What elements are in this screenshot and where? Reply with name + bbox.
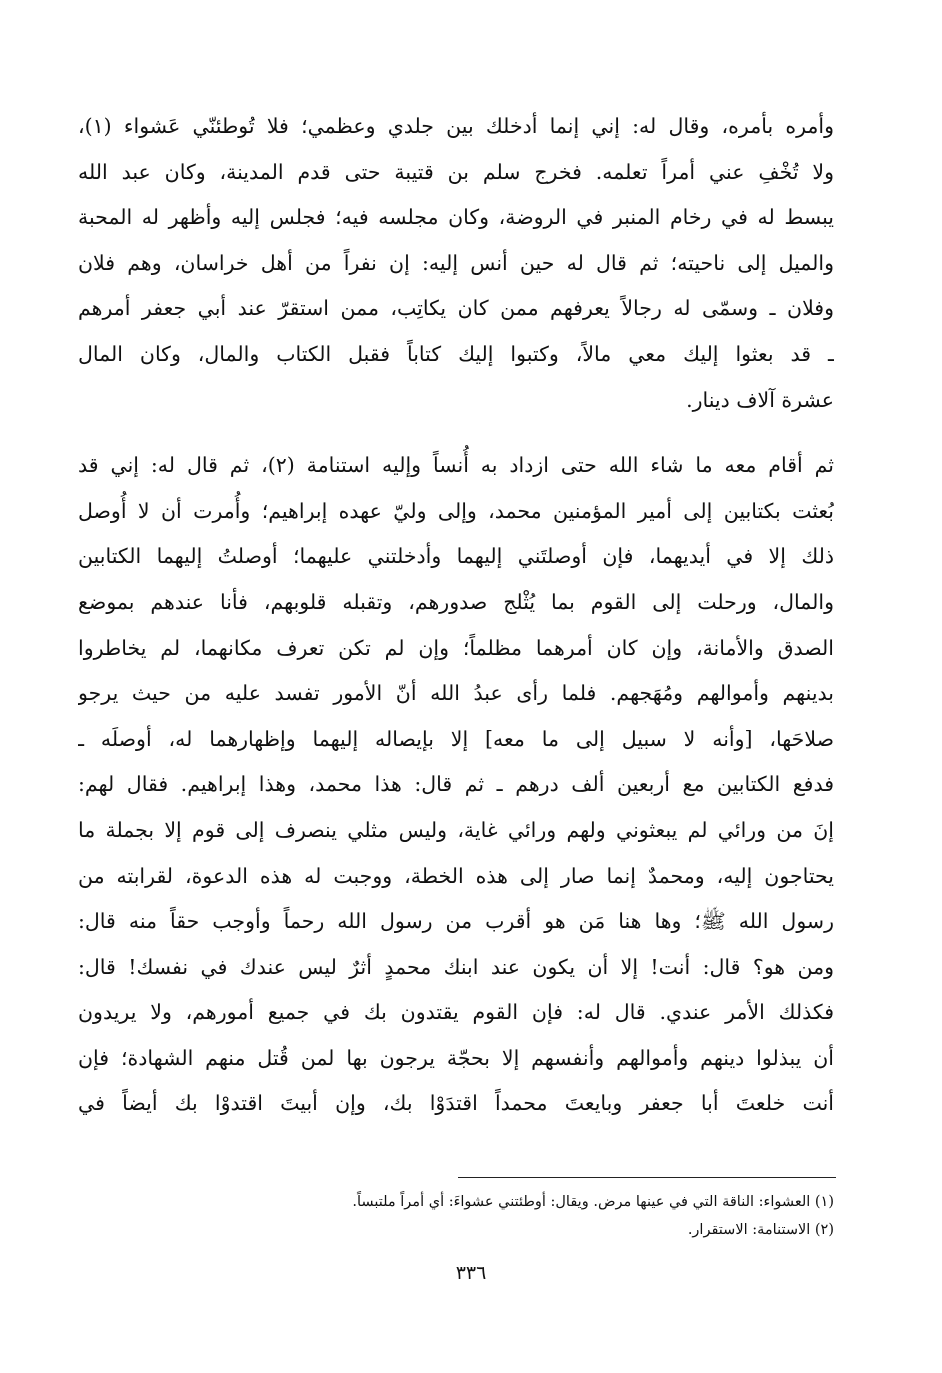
text-line: فكذلك الأمر عندي. قال له: فإن القوم يقتدون بك في جميع أمورهم، ولا يريدون <box>78 1000 834 1025</box>
text-line: وفلان ـ وسمّى له رجالاً يعرفهم ممن كان يكاتِب، ممن استقرّ عند أبي جعفر أمرهم <box>78 296 834 321</box>
paragraph-2 <box>78 443 834 1127</box>
text-line: ومن هو؟ قال: أنت! إلا أن يكون عند ابنك محمدٍ أثرٌ ليس عندك في نفسك! قال: <box>78 954 834 979</box>
text-line: والميل إلى ناحيته؛ ثم قال له حين أنس إليه: إن نفراً من أهل خراسان، وهم فلان <box>78 250 834 275</box>
text-line: يبسط له في رخام المنبر في الروضة، وكان مجلسه فيه؛ فجلس إليه وأظهر له المحبة <box>78 205 834 230</box>
text-line: وأمره بأمره، وقال له: إني إنما أدخلك بين جلدي وعظمي؛ فلا تُوطئنّي عَشواء (١)، <box>78 114 834 138</box>
footnote-divider <box>458 1177 836 1178</box>
text-line: بُعثت بكتابين إلى أمير المؤمنين محمد، وإلى وليّ عهده إبراهيم؛ وأُمرت أن لا أُوصل <box>78 498 834 523</box>
text-line: والمال، ورحلت إلى القوم بما يُثْلج صدورهم، وتقبله قلوبهم، فأنا عندهم بموضع <box>78 589 834 614</box>
paragraph-1 <box>78 104 834 423</box>
text-line: ذلك إلا في أيديهما، فإن أوصلتَني إليهما وأدخلتني عليهما؛ أوصلتُ إليهما الكتابين <box>78 544 834 569</box>
main-text <box>78 104 834 1127</box>
text-line: فدفع الكتابين مع أربعين ألف درهم ـ ثم قال: هذا محمد، وهذا إبراهيم. فقال لهم: <box>78 772 834 797</box>
paragraph-gap <box>78 423 834 443</box>
text-line: يحتاجون إليه، ومحمدٌ إنما صار إلى هذه الخطة، ووجبت له هذه الدعوة، لقرابته من <box>78 863 834 888</box>
footnotes <box>120 1188 834 1244</box>
page-number: ٣٣٦ <box>455 1262 487 1284</box>
footnote-2: (٢) الاستنامة: الاستقرار. <box>687 1222 834 1238</box>
text-line: صلاحَها، [وأنه لا سبيل إلى ما معه] إلا بإيصاله إليهما وإظهارهما له، أوصلَه ـ <box>78 726 834 751</box>
text-line: ثم أقام معه ما شاء الله حتى ازداد به أُنساً وإليه استنامة (٢)، ثم قال له: إني قد <box>78 453 834 478</box>
text-line: ـ قد بعثوا إليك معي مالاً، وكتبوا إليك كتاباً فقبل الكتاب والمال، وكان المال <box>78 341 834 366</box>
text-line: أن يبذلوا دينهم وأموالهم وأنفسهم إلا بحجّة يرجون بها لمن قُتل منهم الشهادة؛ فإن <box>78 1045 834 1070</box>
text-line: إنَ من ورائي لم يبعثوني ولهم ورائي غاية، وليس مثلي ينصرف إلى قوم إلا بجملة ما <box>78 817 834 842</box>
text-line: أنت خلعتَ أبا جعفر وبايعتَ محمداً اقتدَوْا بك، وإن أبيتَ اقتدوْا بك أيضاً في <box>78 1091 834 1116</box>
text-line: الصدق والأمانة، وإن كان أمرهما مظلماً؛ وإن لم تكن تعرف مكانهما، لم يخاطروا <box>78 635 834 660</box>
footnote-1: (١) العشواء: الناقة التي في عينها مرض. ويقال: أوطئتني عشواءَ: أي أمراً ملتبساً. <box>352 1194 834 1210</box>
text-line: رسول الله ﷺ؛ وها هنا مَن هو أقرب من رسول الله رحماً وأوجب حقاً منه قال: <box>78 909 834 934</box>
text-line: ولا تُخْفِ عني أمراً تعلمه. فخرج سلم بن قتيبة حتى قدم المدينة، وكان عبد الله <box>78 159 834 184</box>
text-line: بدينهم وأموالهم ومُهَجهم. فلما رأى عبدُ الله أنّ الأمور تفسد عليه من حيث يرجو <box>78 681 834 706</box>
text-line: عشرة آلاف دينار. <box>686 387 834 412</box>
